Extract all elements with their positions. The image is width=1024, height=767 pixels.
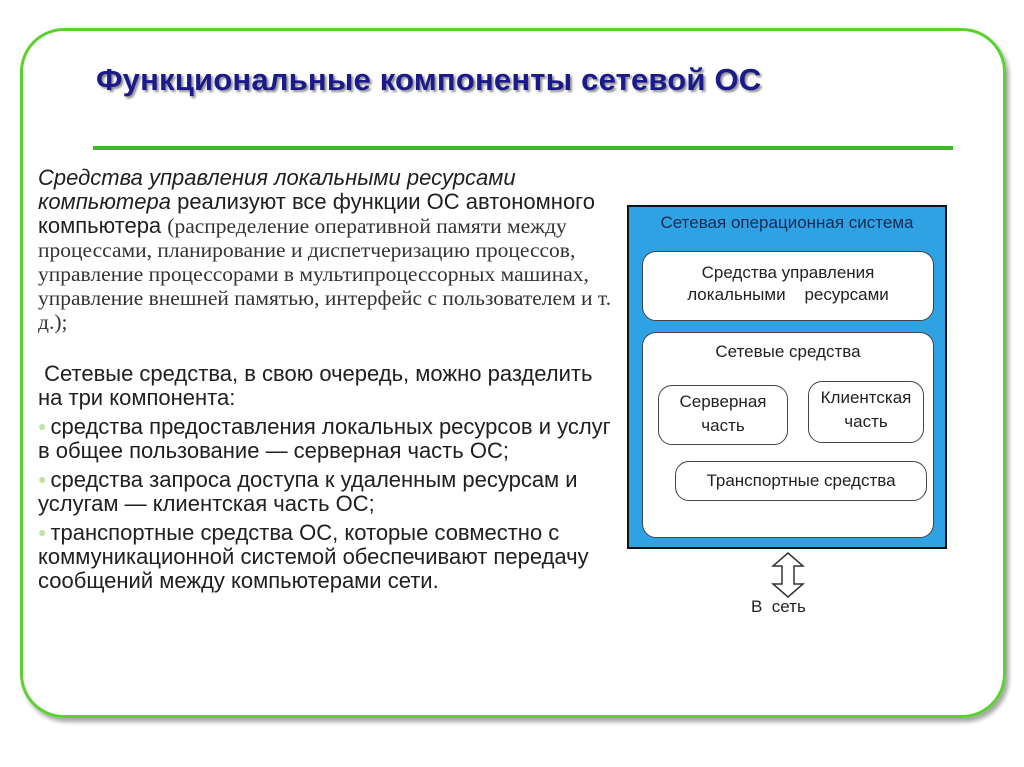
text-column [38,166,618,593]
italic-term-line1: Средства управления локальными ресурсами [38,165,516,190]
list-item [38,520,618,593]
local-resources-line1: Средства управления [701,263,875,282]
double-arrow-icon [770,552,806,598]
diagram-title: Сетевая операционная система [660,213,914,232]
paragraph-network-text: Сетевые средства, в свою очередь, можно разделить на три компонента: [38,361,593,410]
bullet-text: транспортные средства ОС, которые совместно с коммуникационной системой обеспечивают передачу сообщений между компьютерами сети. [38,520,589,593]
slide-title: Функциональные компоненты сетевой ОС [96,62,762,97]
server-line1: Серверная [679,392,767,411]
paragraph-serif-text: (распределение оперативной памяти между процессами, планирование и диспетчеризацию процессов, управление процессорами в мультипроцессорных машинах, управление внешней памятью, интерфейс с пользователем и т. д.); [38,214,612,334]
italic-term-line2: компьютера [38,189,171,214]
network-os-diagram [627,205,947,549]
bullet-icon: ● [38,524,47,540]
local-resources-line2: локальными ресурсами [687,285,889,304]
paragraph-local-resources [38,166,618,334]
network-tools-title: Сетевые средства [715,342,861,361]
bullet-text: средства предоставления локальных ресурсов и услуг в общее пользование — серверная часть ОС; [38,414,611,463]
network-tools-box [642,332,934,538]
client-part-box [808,381,924,443]
bullet-icon: ● [38,471,47,487]
network-label: В сеть [751,597,806,616]
client-line2: часть [844,412,888,431]
paragraph-network-tools [38,362,618,410]
bullet-text: средства запроса доступа к удаленным ресурсам и услугам — клиентская часть ОС; [38,467,578,516]
server-part-box [658,385,788,445]
paragraph-sans-text: реализуют все функции ОС автономного компьютера [38,189,595,238]
transport-label: Транспортные средства [706,471,896,490]
client-line1: Клиентская [820,388,912,407]
list-item [38,414,618,463]
transport-box [675,461,927,501]
title-underline [93,146,953,150]
bullet-icon: ● [38,418,47,434]
local-resources-box [642,251,934,321]
server-line2: часть [701,416,745,435]
list-item [38,467,618,516]
